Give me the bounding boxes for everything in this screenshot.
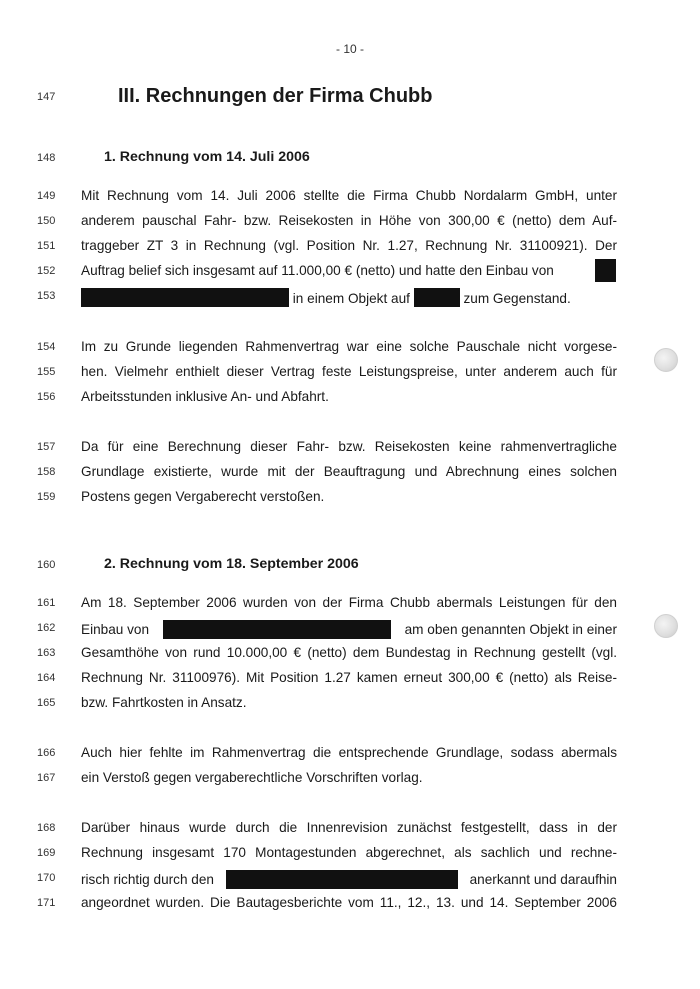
line-number: 157 xyxy=(37,441,56,453)
text-line: Gesamthöhe von rund 10.000,00 € (netto) dem Bundestag in Rechnung gestellt (vgl. xyxy=(81,645,617,660)
line-number: 150 xyxy=(37,215,56,227)
redaction-bar xyxy=(81,288,289,307)
redaction-bar xyxy=(163,620,391,639)
text-line: ein Verstoß gegen vergaberechtliche Vorschriften vorlag. xyxy=(81,770,423,785)
text-line: Grundlage existierte, wurde mit der Beauftragung und Abrechnung eines solchen xyxy=(81,464,617,479)
line-number: 151 xyxy=(37,240,56,252)
redaction-bar xyxy=(226,870,458,889)
text-line: Da für eine Berechnung dieser Fahr- bzw. Reisekosten keine rahmenvertragliche xyxy=(81,439,617,454)
text-line: traggeber ZT 3 in Rechnung (vgl. Position Nr. 1.27, Rechnung Nr. 31100921). Der xyxy=(81,238,617,253)
text-line: Postens gegen Vergaberecht verstoßen. xyxy=(81,489,325,504)
text-line: anderem pauschal Fahr- bzw. Reisekosten in Höhe von 300,00 € (netto) dem Auf- xyxy=(81,213,617,228)
text-fragment: am oben genannten Objekt in einer xyxy=(404,622,617,637)
text-line: Im zu Grunde liegenden Rahmenvertrag war eine solche Pauschale nicht vorgese- xyxy=(81,339,617,354)
subsection-heading-1: 1. Rechnung vom 14. Juli 2006 xyxy=(104,149,310,165)
text-line xyxy=(81,288,617,307)
text-line xyxy=(81,870,617,889)
text-line: hen. Vielmehr enthielt dieser Vertrag feste Leistungspreise, unter anderem auch für xyxy=(81,364,617,379)
subsection-heading-2: 2. Rechnung vom 18. September 2006 xyxy=(104,556,359,572)
line-number: 149 xyxy=(37,190,56,202)
text-fragment: risch richtig durch den xyxy=(81,872,214,887)
line-number: 147 xyxy=(37,91,56,103)
line-number: 162 xyxy=(37,622,56,634)
text-line: angeordnet wurden. Die Bautagesberichte vom 11., 12., 13. und 14. September 2006 xyxy=(81,895,617,910)
line-number: 167 xyxy=(37,772,56,784)
line-number: 171 xyxy=(37,897,56,909)
line-number: 155 xyxy=(37,366,56,378)
line-number: 161 xyxy=(37,597,56,609)
text-line: bzw. Fahrtkosten in Ansatz. xyxy=(81,695,247,710)
punch-hole-icon xyxy=(654,614,678,638)
redaction-bar xyxy=(595,259,616,282)
line-number: 152 xyxy=(37,265,56,277)
redaction-bar xyxy=(414,288,460,307)
text-line: Mit Rechnung vom 14. Juli 2006 stellte die Firma Chubb Nordalarm GmbH, unter xyxy=(81,188,617,203)
text-fragment: Einbau von xyxy=(81,622,150,637)
line-number: 169 xyxy=(37,847,56,859)
line-number: 164 xyxy=(37,672,56,684)
text-line: Rechnung Nr. 31100976). Mit Position 1.27 kamen erneut 300,00 € (netto) als Reise- xyxy=(81,670,617,685)
line-number: 154 xyxy=(37,341,56,353)
line-number: 158 xyxy=(37,466,56,478)
line-number: 159 xyxy=(37,491,56,503)
text-line: Auftrag belief sich insgesamt auf 11.000,00 € (netto) und hatte den Einbau von xyxy=(81,263,554,278)
line-number: 153 xyxy=(37,290,56,302)
page-number: - 10 - xyxy=(335,42,364,56)
text-line: Am 18. September 2006 wurden von der Firma Chubb abermals Leistungen für den xyxy=(81,595,617,610)
text-line: Auch hier fehlte im Rahmenvertrag die entsprechende Grundlage, sodass abermals xyxy=(81,745,617,760)
text-fragment: anerkannt und daraufhin xyxy=(469,872,617,887)
line-number: 170 xyxy=(37,872,56,884)
line-number: 168 xyxy=(37,822,56,834)
text-fragment: in einem Objekt auf xyxy=(292,291,410,306)
line-number: 166 xyxy=(37,747,56,759)
text-line: Arbeitsstunden inklusive An- und Abfahrt. xyxy=(81,389,329,404)
text-fragment: zum Gegenstand. xyxy=(463,291,571,306)
punch-hole-icon xyxy=(654,348,678,372)
text-line xyxy=(81,620,617,639)
line-number: 163 xyxy=(37,647,56,659)
line-number: 156 xyxy=(37,391,56,403)
line-number: 148 xyxy=(37,152,56,164)
text-line: Darüber hinaus wurde durch die Innenrevision zunächst festgestellt, dass in der xyxy=(81,820,617,835)
line-number: 165 xyxy=(37,697,56,709)
text-line: Rechnung insgesamt 170 Montagestunden abgerechnet, als sachlich und rechne- xyxy=(81,845,617,860)
line-number: 160 xyxy=(37,559,56,571)
section-heading: III. Rechnungen der Firma Chubb xyxy=(118,85,433,107)
